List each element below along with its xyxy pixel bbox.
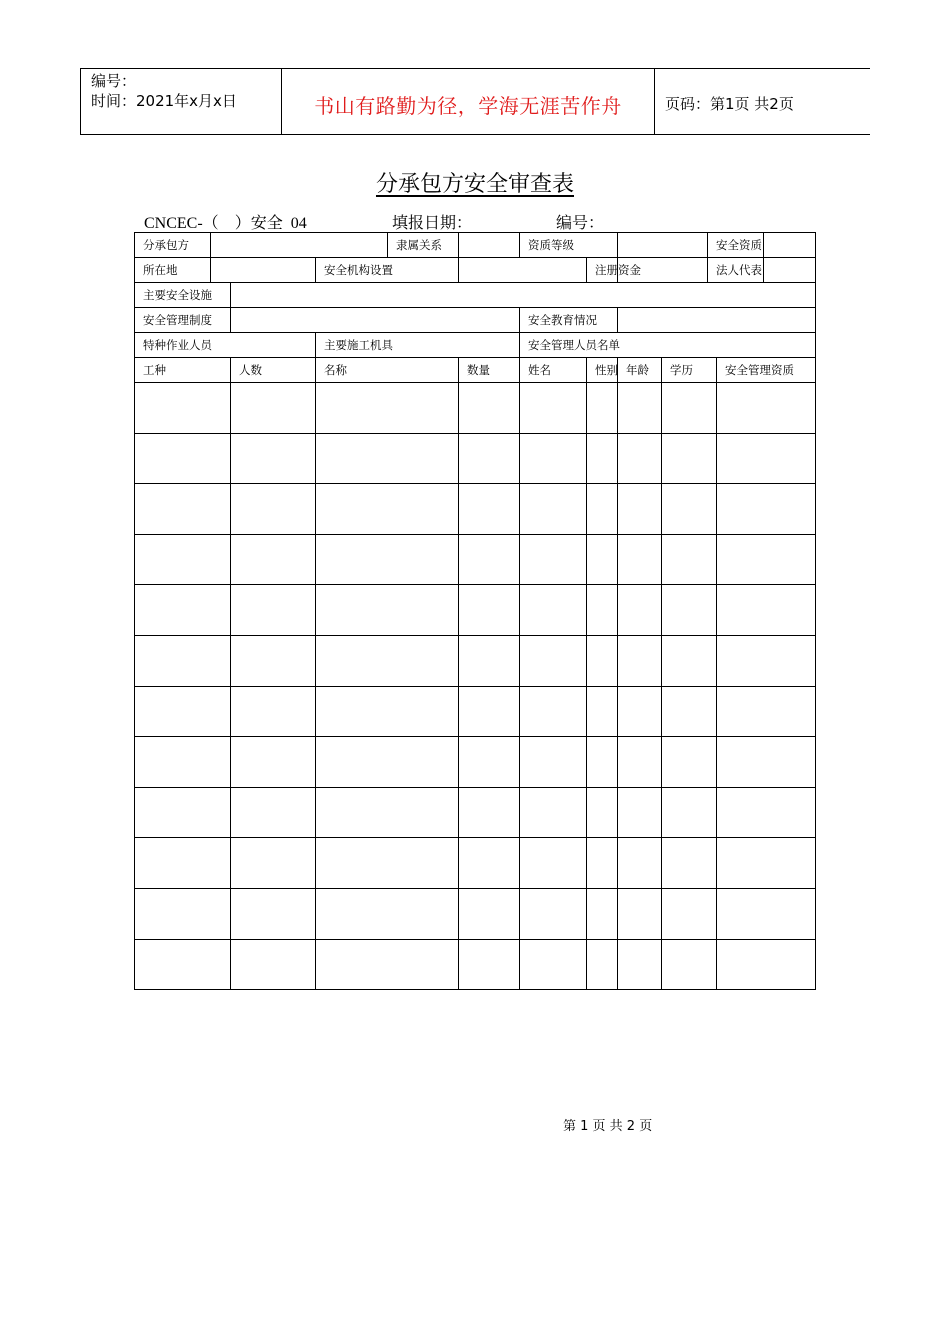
value-qualification-grade[interactable] bbox=[618, 233, 708, 258]
table-cell[interactable] bbox=[587, 686, 618, 737]
table-cell[interactable] bbox=[717, 383, 816, 434]
table-cell[interactable] bbox=[618, 433, 662, 484]
value-safety-qualification[interactable] bbox=[764, 233, 816, 258]
table-cell[interactable] bbox=[520, 838, 587, 889]
label-registered-capital: 注册资金 bbox=[587, 258, 618, 283]
form-row-safety-facilities bbox=[135, 283, 816, 308]
table-cell[interactable] bbox=[135, 635, 231, 686]
label-safety-organization: 安全机构设置 bbox=[316, 258, 459, 283]
table-cell[interactable] bbox=[717, 787, 816, 838]
table-cell[interactable] bbox=[459, 635, 520, 686]
label-location: 所在地 bbox=[135, 258, 211, 283]
col-headcount: 人数 bbox=[231, 358, 316, 383]
table-row bbox=[135, 737, 816, 788]
table-cell[interactable] bbox=[662, 383, 717, 434]
col-education: 学历 bbox=[662, 358, 717, 383]
col-equipment-name: 名称 bbox=[316, 358, 459, 383]
table-cell[interactable] bbox=[135, 686, 231, 737]
table-cell[interactable] bbox=[135, 484, 231, 535]
table-cell[interactable] bbox=[231, 939, 316, 990]
label-safety-education: 安全教育情况 bbox=[520, 308, 618, 333]
col-trade: 工种 bbox=[135, 358, 231, 383]
table-cell[interactable] bbox=[459, 787, 520, 838]
value-main-safety-facilities[interactable] bbox=[231, 283, 816, 308]
fill-date-label: 填报日期： bbox=[392, 213, 473, 232]
header-number-label: 编号： bbox=[91, 72, 137, 90]
value-safety-education[interactable] bbox=[618, 308, 816, 333]
header-motto: 书山有路勤为径，学海无涯苦作舟 bbox=[314, 94, 622, 118]
table-cell[interactable] bbox=[662, 888, 717, 939]
table-cell[interactable] bbox=[587, 635, 618, 686]
table-cell[interactable] bbox=[618, 383, 662, 434]
table-cell[interactable] bbox=[717, 686, 816, 737]
table-cell[interactable] bbox=[717, 534, 816, 585]
table-cell[interactable] bbox=[587, 737, 618, 788]
table-row bbox=[135, 585, 816, 636]
col-age: 年龄 bbox=[618, 358, 662, 383]
table-cell[interactable] bbox=[618, 635, 662, 686]
table-cell[interactable] bbox=[618, 484, 662, 535]
col-person-name: 姓名 bbox=[520, 358, 587, 383]
table-row bbox=[135, 888, 816, 939]
table-row bbox=[135, 484, 816, 535]
header-page-info: 页码：第1页 共2页 bbox=[665, 95, 794, 113]
form-row-management-system bbox=[135, 308, 816, 333]
table-row bbox=[135, 787, 816, 838]
table-cell[interactable] bbox=[662, 939, 717, 990]
table-cell[interactable] bbox=[231, 484, 316, 535]
table-cell[interactable] bbox=[316, 737, 459, 788]
table-cell[interactable] bbox=[618, 939, 662, 990]
label-main-machinery: 主要施工机具 bbox=[316, 333, 520, 358]
table-cell[interactable] bbox=[316, 939, 459, 990]
table-cell[interactable] bbox=[520, 484, 587, 535]
form-row-column-headers bbox=[135, 358, 816, 383]
table-cell[interactable] bbox=[316, 686, 459, 737]
table-cell[interactable] bbox=[618, 838, 662, 889]
table-cell[interactable] bbox=[135, 838, 231, 889]
label-qualification-grade: 资质等级 bbox=[520, 233, 618, 258]
table-cell[interactable] bbox=[587, 484, 618, 535]
form-code-suffix: ）安全 bbox=[234, 213, 283, 232]
table-cell[interactable] bbox=[459, 433, 520, 484]
table-cell[interactable] bbox=[459, 686, 520, 737]
table-cell[interactable] bbox=[231, 838, 316, 889]
document-header bbox=[80, 68, 870, 135]
label-main-safety-facilities: 主要安全设施 bbox=[135, 283, 231, 308]
form-code-number: 04 bbox=[290, 215, 307, 232]
header-info-cell bbox=[81, 69, 282, 134]
table-cell[interactable] bbox=[316, 787, 459, 838]
value-legal-representative[interactable] bbox=[764, 258, 816, 283]
table-cell[interactable] bbox=[520, 939, 587, 990]
table-cell[interactable] bbox=[316, 534, 459, 585]
table-cell[interactable] bbox=[717, 737, 816, 788]
table-cell[interactable] bbox=[662, 433, 717, 484]
table-cell[interactable] bbox=[717, 939, 816, 990]
table-cell[interactable] bbox=[587, 888, 618, 939]
form-data-rows bbox=[135, 383, 816, 990]
table-cell[interactable] bbox=[662, 686, 717, 737]
table-cell[interactable] bbox=[662, 737, 717, 788]
table-cell[interactable] bbox=[316, 383, 459, 434]
form-code bbox=[144, 210, 307, 233]
table-cell[interactable] bbox=[316, 888, 459, 939]
col-safety-credential: 安全管理资质 bbox=[717, 358, 816, 383]
col-quantity: 数量 bbox=[459, 358, 520, 383]
table-cell[interactable] bbox=[316, 635, 459, 686]
header-page-cell bbox=[655, 69, 871, 134]
table-cell[interactable] bbox=[231, 534, 316, 585]
table-cell[interactable] bbox=[135, 585, 231, 636]
table-cell[interactable] bbox=[231, 635, 316, 686]
table-cell[interactable] bbox=[618, 737, 662, 788]
table-cell[interactable] bbox=[135, 939, 231, 990]
form-row-location bbox=[135, 258, 816, 283]
table-cell[interactable] bbox=[231, 737, 316, 788]
page-footer: 第 1 页 共 2 页 bbox=[563, 1119, 653, 1134]
form-number-label: 编号： bbox=[556, 213, 605, 232]
value-affiliation[interactable] bbox=[459, 233, 520, 258]
table-cell[interactable] bbox=[520, 888, 587, 939]
table-cell[interactable] bbox=[717, 635, 816, 686]
table-cell[interactable] bbox=[717, 433, 816, 484]
form-row-section-headers bbox=[135, 333, 816, 358]
table-cell[interactable] bbox=[662, 585, 717, 636]
table-cell[interactable] bbox=[459, 585, 520, 636]
table-cell[interactable] bbox=[316, 433, 459, 484]
table-cell[interactable] bbox=[316, 838, 459, 889]
table-cell[interactable] bbox=[520, 585, 587, 636]
table-row bbox=[135, 838, 816, 889]
table-row bbox=[135, 534, 816, 585]
table-cell[interactable] bbox=[135, 737, 231, 788]
page-title-text: 分承包方安全审查表 bbox=[375, 172, 574, 197]
table-cell[interactable] bbox=[717, 484, 816, 535]
label-safety-manager-list: 安全管理人员名单 bbox=[520, 333, 816, 358]
label-affiliation: 隶属关系 bbox=[388, 233, 459, 258]
header-time-label: 时间：2021年x月x日 bbox=[91, 92, 237, 110]
table-cell[interactable] bbox=[587, 585, 618, 636]
table-cell[interactable] bbox=[520, 737, 587, 788]
table-cell[interactable] bbox=[662, 838, 717, 889]
table-cell[interactable] bbox=[662, 534, 717, 585]
value-location[interactable] bbox=[211, 258, 316, 283]
value-safety-organization[interactable] bbox=[459, 258, 587, 283]
table-cell[interactable] bbox=[587, 534, 618, 585]
table-cell[interactable] bbox=[520, 383, 587, 434]
table-cell[interactable] bbox=[520, 686, 587, 737]
table-cell[interactable] bbox=[231, 433, 316, 484]
label-special-operators: 特种作业人员 bbox=[135, 333, 316, 358]
label-subcontractor: 分承包方 bbox=[135, 233, 211, 258]
table-cell[interactable] bbox=[459, 838, 520, 889]
header-motto-cell bbox=[282, 69, 655, 134]
table-cell[interactable] bbox=[587, 838, 618, 889]
table-row bbox=[135, 939, 816, 990]
table-cell[interactable] bbox=[618, 585, 662, 636]
table-cell[interactable] bbox=[717, 888, 816, 939]
table-cell[interactable] bbox=[587, 433, 618, 484]
value-subcontractor[interactable] bbox=[211, 233, 388, 258]
table-row bbox=[135, 433, 816, 484]
table-cell[interactable] bbox=[135, 433, 231, 484]
table-cell[interactable] bbox=[662, 635, 717, 686]
value-safety-management-system[interactable] bbox=[231, 308, 520, 333]
table-cell[interactable] bbox=[618, 888, 662, 939]
table-cell[interactable] bbox=[231, 383, 316, 434]
table-row bbox=[135, 635, 816, 686]
form-code-prefix: CNCEC-（ bbox=[144, 215, 219, 232]
table-row bbox=[135, 686, 816, 737]
table-cell[interactable] bbox=[618, 534, 662, 585]
table-cell[interactable] bbox=[135, 534, 231, 585]
label-safety-management-system: 安全管理制度 bbox=[135, 308, 231, 333]
table-cell[interactable] bbox=[135, 888, 231, 939]
review-form-table bbox=[134, 232, 816, 990]
table-cell[interactable] bbox=[520, 433, 587, 484]
table-cell[interactable] bbox=[231, 585, 316, 636]
form-row-subcontractor bbox=[135, 233, 816, 258]
table-cell[interactable] bbox=[231, 787, 316, 838]
table-cell[interactable] bbox=[231, 888, 316, 939]
label-safety-qualification: 安全资质 bbox=[708, 233, 764, 258]
table-cell[interactable] bbox=[618, 787, 662, 838]
table-cell[interactable] bbox=[662, 787, 717, 838]
table-cell[interactable] bbox=[135, 383, 231, 434]
table-cell[interactable] bbox=[316, 585, 459, 636]
table-cell[interactable] bbox=[459, 484, 520, 535]
table-cell[interactable] bbox=[587, 787, 618, 838]
table-cell[interactable] bbox=[459, 534, 520, 585]
table-cell[interactable] bbox=[618, 686, 662, 737]
table-cell[interactable] bbox=[459, 888, 520, 939]
table-cell[interactable] bbox=[587, 383, 618, 434]
table-cell[interactable] bbox=[520, 635, 587, 686]
table-cell[interactable] bbox=[135, 787, 231, 838]
table-cell[interactable] bbox=[316, 484, 459, 535]
table-cell[interactable] bbox=[662, 484, 717, 535]
page-title bbox=[0, 167, 950, 198]
table-cell[interactable] bbox=[459, 939, 520, 990]
table-cell[interactable] bbox=[520, 787, 587, 838]
table-cell[interactable] bbox=[459, 383, 520, 434]
table-cell[interactable] bbox=[459, 737, 520, 788]
table-cell[interactable] bbox=[717, 585, 816, 636]
table-cell[interactable] bbox=[231, 686, 316, 737]
table-cell[interactable] bbox=[587, 939, 618, 990]
label-legal-representative: 法人代表 bbox=[708, 258, 764, 283]
col-gender: 性别 bbox=[587, 358, 618, 383]
table-cell[interactable] bbox=[717, 838, 816, 889]
table-cell[interactable] bbox=[520, 534, 587, 585]
table-row bbox=[135, 383, 816, 434]
